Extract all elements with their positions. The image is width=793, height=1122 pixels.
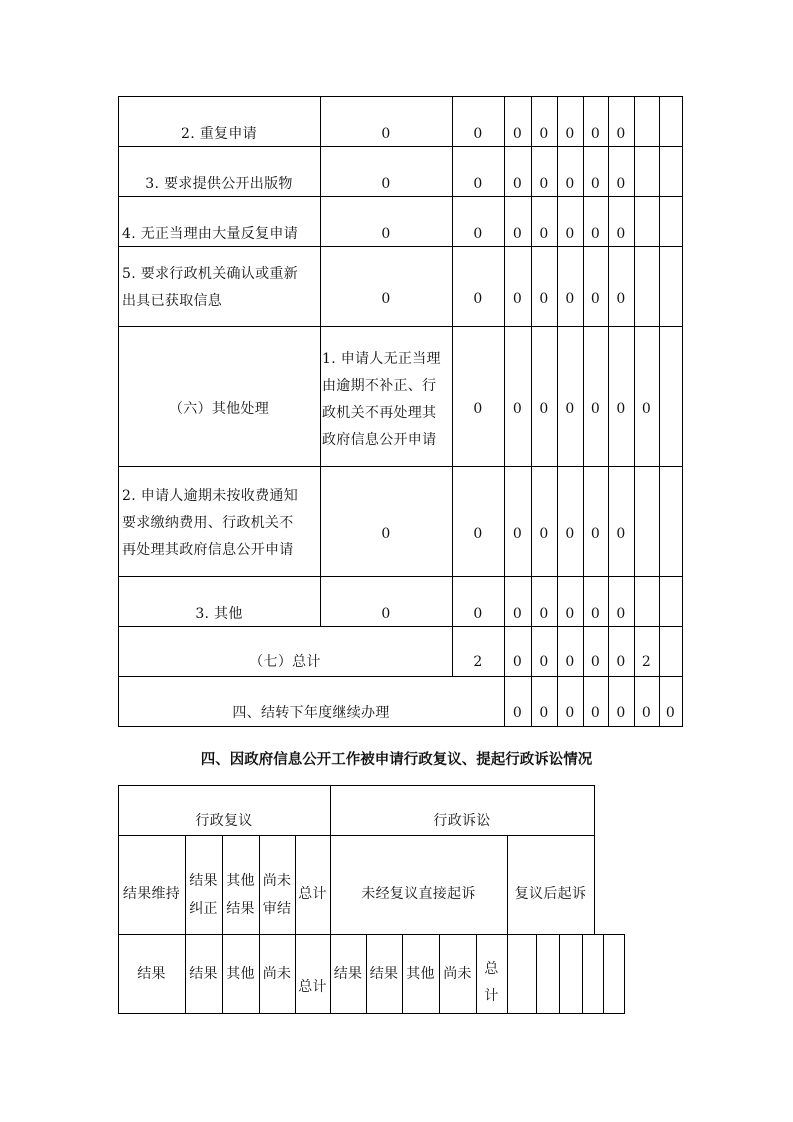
subheader-cell: 结果	[369, 966, 399, 982]
cell: 0	[616, 526, 626, 542]
row-label: 2. 申请人逾期未按收费通知 要求缴纳费用、行政机关不 再处理其政府信息公开申请	[122, 487, 299, 558]
cell: 0	[381, 226, 391, 242]
row-label: 5. 要求行政机关确认或重新 出具已获取信息	[122, 266, 299, 309]
cell: 2	[473, 654, 483, 670]
cell: 0	[512, 526, 523, 542]
cell: 0	[381, 176, 391, 192]
cell: 0	[473, 226, 483, 242]
cell: 0	[565, 526, 575, 542]
cell: 0	[590, 654, 601, 670]
cell: 0	[590, 606, 601, 622]
cell: 0	[539, 226, 549, 242]
cell: 0	[473, 526, 483, 542]
cell: 0	[590, 176, 601, 192]
cell: 0	[512, 291, 523, 307]
cell: 0	[616, 401, 626, 417]
cell: 0	[539, 526, 549, 542]
cell: 0	[539, 176, 549, 192]
cell: 0	[565, 126, 575, 142]
cell: 0	[473, 291, 483, 307]
header-cell: 结果 纠正	[189, 873, 218, 917]
cell: 0	[590, 705, 601, 721]
cell: 0	[616, 226, 626, 242]
header-cell: 复议后起诉	[514, 886, 587, 902]
cell: 0	[381, 526, 391, 542]
subheader-cell: 结果	[333, 966, 363, 982]
total-label: （七）总计	[249, 654, 321, 670]
cell: 0	[539, 291, 549, 307]
cell: 2	[641, 654, 652, 670]
cell: 0	[665, 705, 676, 721]
cell: 0	[616, 126, 626, 142]
cell: 0	[616, 176, 626, 192]
subheader-cell: 尚未	[443, 966, 472, 982]
cell: 0	[565, 226, 575, 242]
cell: 0	[512, 226, 523, 242]
subheader-cell: 尚未	[262, 966, 292, 982]
header-admin-review: 行政复议	[195, 813, 253, 829]
row-label: 4. 无正当理由大量反复申请	[122, 226, 299, 242]
subheader-cell: 结果	[137, 966, 166, 982]
cell: 0	[590, 526, 601, 542]
cell: 0	[512, 126, 523, 142]
cell: 0	[512, 176, 523, 192]
subheader-cell: 结果	[189, 966, 218, 982]
cell: 0	[590, 291, 601, 307]
cell: 0	[590, 401, 601, 417]
header-cell: 总计	[298, 886, 327, 902]
cell: 0	[381, 126, 391, 142]
cell: 0	[512, 654, 523, 670]
header-cell: 尚未 审结	[262, 873, 292, 917]
section-title: 四、因政府信息公开工作被申请行政复议、提起行政诉讼情况	[200, 751, 593, 768]
header-cell: 结果维持	[122, 886, 181, 902]
header-cell: 其他 结果	[226, 873, 255, 917]
cell: 0	[539, 126, 549, 142]
cell: 0	[473, 126, 483, 142]
subheader-cell: 总计	[298, 979, 327, 995]
cell: 0	[565, 654, 575, 670]
cell: 0	[473, 606, 483, 622]
cell: 0	[473, 176, 483, 192]
cell: 0	[616, 705, 626, 721]
cell: 0	[539, 705, 549, 721]
cell: 0	[565, 176, 575, 192]
cell: 0	[590, 226, 601, 242]
subheader-cell: 总 计	[484, 961, 499, 1004]
cell: 0	[381, 291, 391, 307]
subheader-cell: 其他	[226, 966, 255, 982]
cell: 0	[641, 401, 652, 417]
cell: 0	[616, 606, 626, 622]
row-sublabel: 1. 申请人无正当理 由逾期不补正、行 政机关不再处理其 政府信息公开申请	[322, 351, 441, 448]
carryover-label: 四、结转下年度继续办理	[232, 705, 390, 721]
row-label: 3. 要求提供公开出版物	[145, 176, 293, 192]
cell: 0	[539, 606, 549, 622]
row-label: 3. 其他	[195, 606, 243, 622]
cell: 0	[565, 606, 575, 622]
cell: 0	[539, 401, 549, 417]
cell: 0	[616, 291, 626, 307]
cell: 0	[565, 705, 575, 721]
cell: 0	[616, 654, 626, 670]
cell: 0	[565, 401, 575, 417]
cell: 0	[381, 606, 391, 622]
header-cell: 未经复议直接起诉	[361, 886, 476, 902]
cell: 0	[473, 401, 483, 417]
subheader-cell: 其他	[406, 966, 435, 982]
cell: 0	[565, 291, 575, 307]
cell: 0	[641, 705, 652, 721]
header-admin-litigation: 行政诉讼	[433, 813, 491, 829]
cell: 0	[590, 126, 601, 142]
cell: 0	[512, 705, 523, 721]
cell: 0	[512, 606, 523, 622]
row-label: 2. 重复申请	[181, 126, 257, 142]
row-label: （六）其他处理	[168, 401, 270, 417]
cell: 0	[539, 654, 549, 670]
cell: 0	[512, 401, 523, 417]
